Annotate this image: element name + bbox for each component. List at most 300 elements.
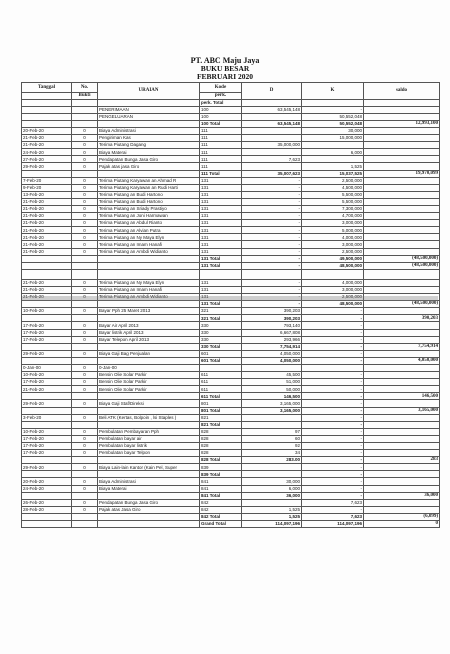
cell-debit: - [242, 294, 302, 301]
cell-uraian: Terima Piutang an Ambdi Widianto [98, 248, 200, 255]
cell-bukti: 0 [72, 279, 98, 286]
cell-saldo [364, 286, 440, 293]
cell-kode: 111 [200, 156, 242, 163]
cell-kode: 100 Total [200, 120, 242, 127]
cell-kredit: - [302, 357, 364, 364]
cell-kode: 111 [200, 127, 242, 134]
cell-kredit: - [302, 471, 364, 478]
cell-saldo: 146,500 [364, 393, 440, 400]
cell-date: 21-Feb-20 [22, 279, 72, 286]
col-kode: Kode [200, 83, 242, 93]
cell-bukti: 0 [72, 248, 98, 255]
cell-kredit: 4,700,000 [302, 213, 364, 220]
cell-debit: - [242, 248, 302, 255]
cell-date: 17-Feb-20 [22, 322, 72, 329]
cell-date [22, 457, 72, 464]
cell-date: 17-Feb-20 [22, 336, 72, 343]
cell-date: 21-Feb-20 [22, 220, 72, 227]
cell-kode: Grand Total [200, 521, 242, 528]
cell-kode: 839 [200, 464, 242, 471]
cell-date: 20-Feb-20 [22, 478, 72, 485]
cell-kode: 611 Total [200, 393, 242, 400]
cell-kredit: 50,552,048 [302, 120, 364, 127]
table-row [22, 149, 440, 156]
cell-uraian [98, 99, 200, 106]
total-row [22, 357, 440, 364]
cell-bukti [72, 99, 98, 106]
cell-debit: - [242, 286, 302, 293]
cell-uraian [98, 315, 200, 322]
cell-saldo: 0 [364, 521, 440, 528]
cell-debit: 4,050,000 [242, 350, 302, 357]
cell-saldo [364, 248, 440, 255]
cell-debit: 390,203 [242, 315, 302, 322]
cell-date: 17-Feb-20 [22, 443, 72, 450]
col-kredit: K [302, 83, 364, 100]
table-row [22, 336, 440, 343]
cell-kredit: 50,552,048 [302, 113, 364, 120]
cell-date [22, 357, 72, 364]
cell-bukti [72, 407, 98, 414]
cell-uraian: Bayar listrik April 2013 [98, 329, 200, 336]
cell-date [22, 301, 72, 308]
cell-debit: 293,966 [242, 336, 302, 343]
cell-bukti: 0 [72, 135, 98, 142]
cell-saldo [364, 269, 440, 279]
cell-bukti [72, 315, 98, 322]
cell-kredit: 6,000 [302, 149, 364, 156]
cell-kode: 330 [200, 336, 242, 343]
cell-saldo: 12,993,100 [364, 120, 440, 127]
cell-debit: 50,000 [242, 386, 302, 393]
cell-uraian [98, 471, 200, 478]
cell-kredit: - [302, 336, 364, 343]
cell-uraian: Pengiriman Kas [98, 135, 200, 142]
cell-date: 21-Feb-20 [22, 213, 72, 220]
cell-kode: 330 [200, 329, 242, 336]
ledger-table [21, 82, 440, 528]
cell-uraian: Terima Piutang an Budi Hartono [98, 191, 200, 198]
cell-uraian: Pajak atas Jasa Giro [98, 506, 200, 513]
cell-uraian: Terima Piutang Dagang [98, 142, 200, 149]
cell-saldo [364, 443, 440, 450]
cell-date: 21-Feb-20 [22, 135, 72, 142]
cell-date [22, 255, 72, 262]
table-row [22, 386, 440, 393]
table-row [22, 106, 440, 113]
table-row [22, 269, 440, 279]
cell-debit: 35,000,000 [242, 142, 302, 149]
cell-saldo [364, 113, 440, 120]
cell-debit: - [242, 198, 302, 205]
cell-bukti: 0 [72, 350, 98, 357]
cell-debit: 7,754,914 [242, 343, 302, 350]
cell-date [22, 521, 72, 528]
cell-uraian: Terima Piutang an Ny Maya Elyn [98, 234, 200, 241]
cell-debit [242, 499, 302, 506]
table-row [22, 400, 440, 407]
cell-bukti: 0 [72, 220, 98, 227]
table-row [22, 322, 440, 329]
cell-kode [200, 269, 242, 279]
cell-kredit: 1,525 [302, 163, 364, 170]
cell-kredit: - [302, 485, 364, 492]
cell-kode: 131 [200, 191, 242, 198]
cell-kredit: 4,500,000 [302, 184, 364, 191]
cell-uraian: Terima Piutang an Imam Hanafi [98, 241, 200, 248]
cell-kredit: 7,300,000 [302, 206, 364, 213]
cell-date: 21-Feb-20 [22, 142, 72, 149]
cell-date: 29-Feb-20 [22, 464, 72, 471]
cell-uraian [98, 492, 200, 499]
table-row [22, 478, 440, 485]
cell-kredit: 5,500,000 [302, 191, 364, 198]
cell-kode: 841 [200, 485, 242, 492]
cell-uraian: 0-Jan-00 [98, 364, 200, 371]
cell-kode: 841 [200, 478, 242, 485]
cell-bukti: 0 [72, 450, 98, 457]
cell-debit: - [242, 177, 302, 184]
cell-bukti [72, 343, 98, 350]
cell-bukti: 0 [72, 198, 98, 205]
cell-kredit: 3,000,000 [302, 286, 364, 293]
cell-kode: 131 [200, 198, 242, 205]
table-row [22, 234, 440, 241]
cell-saldo [364, 206, 440, 213]
total-row [22, 393, 440, 400]
table-row [22, 435, 440, 442]
cell-date [22, 343, 72, 350]
cell-debit [242, 163, 302, 170]
cell-date [22, 492, 72, 499]
cell-kode: 828 [200, 443, 242, 450]
cell-date [22, 513, 72, 520]
col-tanggal-sub [22, 93, 72, 100]
cell-bukti: 0 [72, 372, 98, 379]
cell-saldo [364, 379, 440, 386]
cell-date [22, 120, 72, 127]
cell-date: 27-Feb-20 [22, 156, 72, 163]
cell-date: 24-Feb-20 [22, 485, 72, 492]
cell-kredit: - [302, 428, 364, 435]
table-row [22, 191, 440, 198]
cell-uraian [98, 457, 200, 464]
cell-uraian [98, 343, 200, 350]
cell-kode: 828 [200, 450, 242, 457]
cell-kode: 111 [200, 149, 242, 156]
cell-uraian: Terima Piutang an Sriady Prastiyo [98, 206, 200, 213]
cell-kode: 821 [200, 414, 242, 421]
cell-debit: 45,500 [242, 372, 302, 379]
cell-uraian: Terima Piutang Karyawan an Rudi Harti [98, 184, 200, 191]
cell-uraian: Bayar Pph 25 Maret 2013 [98, 308, 200, 315]
cell-kredit [302, 99, 364, 106]
table-row [22, 308, 440, 315]
cell-debit: - [242, 234, 302, 241]
cell-saldo [364, 106, 440, 113]
cell-debit: - [242, 220, 302, 227]
cell-debit: 7,623 [242, 156, 302, 163]
table-row [22, 163, 440, 170]
cell-kode: 131 [200, 294, 242, 301]
cell-debit: - [242, 279, 302, 286]
cell-kode: 611 [200, 379, 242, 386]
cell-date [22, 269, 72, 279]
cell-date: 21-Feb-20 [22, 227, 72, 234]
cell-date: 29-Feb-20 [22, 350, 72, 357]
col-debit: D [242, 83, 302, 100]
cell-saldo: (48,500,000) [364, 255, 440, 262]
cell-kode: 839 Total [200, 471, 242, 478]
cell-bukti: 0 [72, 127, 98, 134]
cell-debit: - [242, 262, 302, 269]
cell-saldo: 36,000 [364, 492, 440, 499]
cell-kredit [302, 269, 364, 279]
cell-kredit: - [302, 414, 364, 421]
cell-kredit: - [302, 457, 364, 464]
cell-kode: 131 [200, 286, 242, 293]
cell-kredit: - [302, 450, 364, 457]
cell-saldo [364, 336, 440, 343]
cell-kredit: - [302, 350, 364, 357]
cell-bukti: 0 [72, 379, 98, 386]
cell-kode: 131 Total [200, 262, 242, 269]
cell-saldo [364, 499, 440, 506]
cell-date [22, 315, 72, 322]
cell-date: 17-Feb-20 [22, 329, 72, 336]
cell-saldo [364, 450, 440, 457]
cell-uraian: Bensin Olie Solar Parkir [98, 379, 200, 386]
cell-bukti: 0 [72, 506, 98, 513]
cell-saldo [364, 149, 440, 156]
cell-debit: 283.00 [242, 457, 302, 464]
total-row [22, 407, 440, 414]
cell-bukti: 0 [72, 435, 98, 442]
cell-saldo [364, 364, 440, 371]
cell-saldo [364, 428, 440, 435]
cell-uraian: Biaya Administrasi [98, 127, 200, 134]
cell-bukti: 0 [72, 177, 98, 184]
cell-saldo: 3,165,000 [364, 407, 440, 414]
cell-bukti: 0 [72, 206, 98, 213]
total-row [22, 457, 440, 464]
cell-kode: 321 Total [200, 315, 242, 322]
cell-kode: 100 [200, 113, 242, 120]
table-row [22, 213, 440, 220]
table-row [22, 414, 440, 421]
cell-saldo [364, 478, 440, 485]
table-row [22, 220, 440, 227]
cell-saldo: (6,099) [364, 513, 440, 520]
cell-kode: 131 [200, 241, 242, 248]
cell-saldo [364, 386, 440, 393]
cell-uraian [98, 407, 200, 414]
cell-kode: 801 [200, 400, 242, 407]
cell-debit [242, 464, 302, 471]
cell-bukti: 0 [72, 308, 98, 315]
cell-debit [242, 269, 302, 279]
cell-bukti: 0 [72, 322, 98, 329]
cell-uraian: Terima Piutang Karyawan an Ahmad R [98, 177, 200, 184]
cell-kredit: 7,623 [302, 513, 364, 520]
cell-kredit: - [302, 506, 364, 513]
cell-kode: 601 Total [200, 357, 242, 364]
cell-date [22, 262, 72, 269]
cell-kode: 321 [200, 308, 242, 315]
table-row [22, 227, 440, 234]
cell-uraian: Pajak atas jasa Giro [98, 163, 200, 170]
cell-kode: 842 [200, 506, 242, 513]
cell-kode: 131 [200, 227, 242, 234]
cell-date: 28-Feb-20 [22, 506, 72, 513]
cell-uraian [98, 357, 200, 364]
cell-kredit: - [302, 386, 364, 393]
total-row [22, 120, 440, 127]
cell-kredit: - [302, 379, 364, 386]
cell-debit: - [242, 227, 302, 234]
cell-kredit: - [302, 492, 364, 499]
cell-kredit: - [302, 308, 364, 315]
cell-uraian: Pendapatan Bunga Jasa Giro [98, 499, 200, 506]
cell-uraian: Bensin Olie Solar Parkir [98, 372, 200, 379]
cell-kredit: 114,097,196 [302, 521, 364, 528]
cell-uraian: Terima Piutang an Ny Maya Elyn [98, 279, 200, 286]
cell-kode: 841 Total [200, 492, 242, 499]
cell-kredit: 3,000,000 [302, 241, 364, 248]
cell-saldo [364, 435, 440, 442]
table-row [22, 206, 440, 213]
cell-bukti: 0 [72, 286, 98, 293]
cell-bukti [72, 301, 98, 308]
cell-kredit: - [302, 343, 364, 350]
cell-saldo [364, 127, 440, 134]
table-row [22, 127, 440, 134]
cell-kode: 131 Total [200, 301, 242, 308]
cell-saldo [364, 421, 440, 428]
cell-kredit: - [302, 443, 364, 450]
cell-uraian: Terima Piutang an Alvian Putra [98, 227, 200, 234]
cell-kode: 131 Total [200, 255, 242, 262]
cell-kredit: - [302, 435, 364, 442]
col-uraian: URAIAN [98, 83, 200, 100]
cell-uraian: PENERIMAAN [98, 106, 200, 113]
table-row [22, 350, 440, 357]
cell-kredit: - [302, 329, 364, 336]
cell-date: 21-Feb-20 [22, 206, 72, 213]
cell-kredit [302, 156, 364, 163]
cell-saldo [364, 241, 440, 248]
cell-date: 10-Feb-20 [22, 372, 72, 379]
cell-bukti: 0 [72, 294, 98, 301]
cell-kredit: 49,500,000 [302, 255, 364, 262]
cell-saldo [364, 279, 440, 286]
cell-date: 20-Feb-20 [22, 127, 72, 134]
cell-bukti [72, 357, 98, 364]
table-row [22, 286, 440, 293]
table-row [22, 379, 440, 386]
cell-kredit: 15,000,000 [302, 135, 364, 142]
cell-saldo [364, 156, 440, 163]
cell-debit: 6,667,808 [242, 329, 302, 336]
cell-bukti [72, 492, 98, 499]
cell-uraian: Terima Piutang an Abdul Rianto [98, 220, 200, 227]
cell-date: 21-Feb-20 [22, 234, 72, 241]
cell-kode: 111 [200, 135, 242, 142]
cell-saldo [364, 191, 440, 198]
cell-kode: 330 [200, 322, 242, 329]
cell-saldo [364, 485, 440, 492]
cell-uraian: Pendapatan Bunga Jasa Giro [98, 156, 200, 163]
cell-kode: 100 [200, 106, 242, 113]
cell-debit: - [242, 301, 302, 308]
cell-debit: - [242, 241, 302, 248]
cell-uraian [98, 513, 200, 520]
cell-kode: 131 [200, 184, 242, 191]
table-row [22, 135, 440, 142]
cell-uraian: Bayar Telepon April 2013 [98, 336, 200, 343]
cell-uraian: Pembulatan bayar Telpon [98, 450, 200, 457]
cell-kredit: - [302, 464, 364, 471]
cell-bukti: 0 [72, 443, 98, 450]
table-row [22, 485, 440, 492]
cell-saldo [364, 184, 440, 191]
cell-uraian [98, 120, 200, 127]
cell-kode: 842 [200, 499, 242, 506]
cell-debit: 60 [242, 435, 302, 442]
cell-kode: 821 Total [200, 421, 242, 428]
cell-uraian [98, 255, 200, 262]
total-row [22, 513, 440, 520]
cell-debit: 6,000 [242, 485, 302, 492]
cell-debit [242, 414, 302, 421]
cell-debit [242, 135, 302, 142]
cell-kredit: 48,500,000 [302, 262, 364, 269]
cell-bukti [72, 262, 98, 269]
cell-saldo [364, 400, 440, 407]
cell-uraian: Biaya Materai [98, 149, 200, 156]
cell-debit [242, 127, 302, 134]
table-row [22, 506, 440, 513]
cell-kredit: - [302, 322, 364, 329]
cell-saldo [364, 234, 440, 241]
cell-bukti [72, 421, 98, 428]
cell-saldo [364, 142, 440, 149]
cell-bukti [72, 269, 98, 279]
cell-kredit: 7,623 [302, 499, 364, 506]
cell-bukti [72, 471, 98, 478]
cell-debit [242, 113, 302, 120]
cell-saldo [364, 198, 440, 205]
total-row [22, 421, 440, 428]
period-label: FEBRUARI 2020 [196, 72, 254, 81]
cell-saldo: 4,050,000 [364, 357, 440, 364]
cell-date [22, 471, 72, 478]
cell-saldo [364, 99, 440, 106]
total-row [22, 492, 440, 499]
cell-kode: 131 [200, 220, 242, 227]
cell-kode: 111 [200, 163, 242, 170]
cell-uraian [98, 262, 200, 269]
cell-date: 26-Feb-20 [22, 499, 72, 506]
cell-kredit [302, 142, 364, 149]
cell-debit: 35,007,623 [242, 170, 302, 177]
cell-bukti: 0 [72, 364, 98, 371]
cell-debit: - [242, 255, 302, 262]
cell-date: 29-Feb-20 [22, 163, 72, 170]
cell-bukti [72, 120, 98, 127]
cell-kode: 611 [200, 372, 242, 379]
table-row [22, 113, 440, 120]
